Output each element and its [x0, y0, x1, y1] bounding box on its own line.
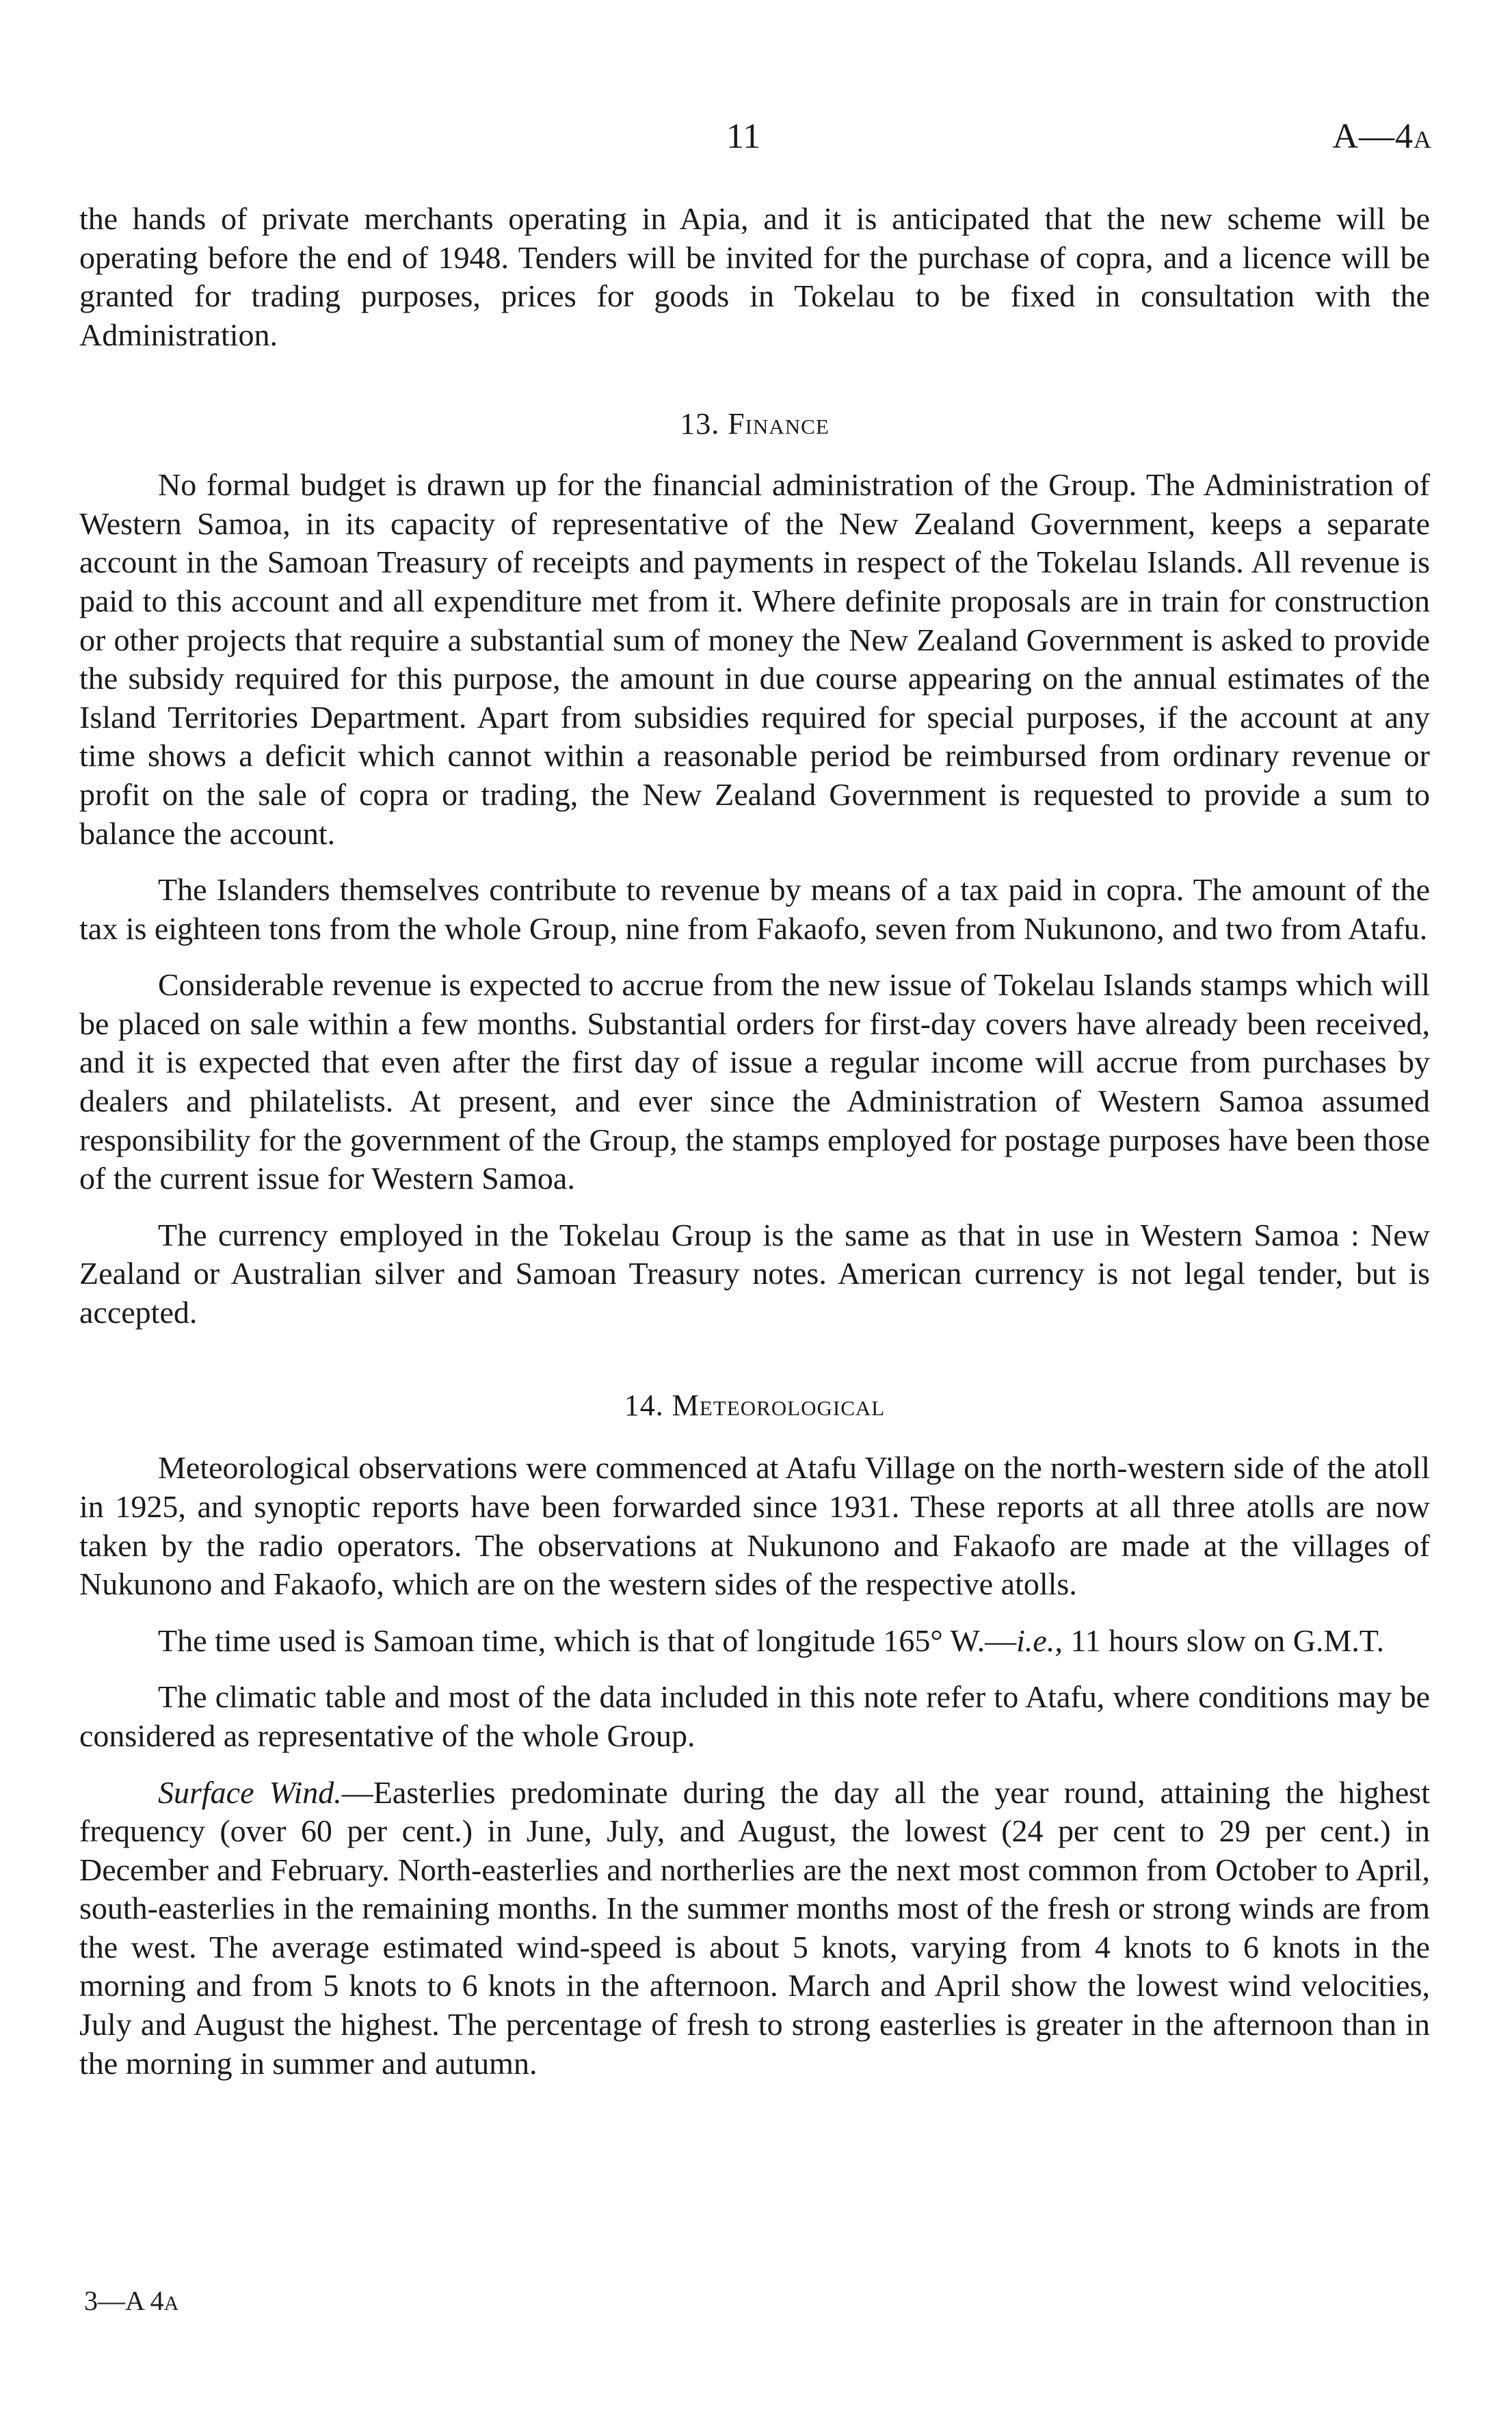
time-abbreviation: i.e., [1016, 1622, 1063, 1658]
body-text [79, 200, 1430, 2083]
section-heading-meteorological [79, 1388, 1430, 1423]
signature-mark [84, 2285, 178, 2317]
running-head [0, 116, 1512, 164]
finance-paragraph: The currency employed in the Tokelau Group is the same as that in use in Western Samoa : New Zealand or Australian silver and Samoan Treasury notes. American currency is not legal tender, but is accepted. [79, 1217, 1430, 1330]
paper-reference-prefix: A—4 [1332, 117, 1414, 156]
section-number: 14. [624, 1389, 664, 1423]
signature-suffix: A [163, 2292, 179, 2315]
meteorological-paragraph: Meteorological observations were commenced at Atafu Village on the north-western side of the atoll in 1925, and synoptic reports have been forwarded since 1931. These reports at all three atolls are now taken by the radio operators. The observations at Nukunono and Fakaofo are made at the villages of Nukunono and Fakaofo, which are on the western sides of the respective atolls. [79, 1450, 1430, 1602]
meteorological-paragraph: The climatic table and most of the data included in this note refer to Atafu, where conditions may be considered as representative of the whole Group. [79, 1679, 1430, 1753]
time-text: The time used is Samoan time, which is that of longitude 165° W.— [158, 1622, 1017, 1658]
time-text-end: 11 hours slow on G.M.T. [1062, 1622, 1385, 1658]
finance-paragraph: Considerable revenue is expected to accrue from the new issue of Tokelau Islands stamps which will be placed on sale within a few months. Substantial orders for first-day covers have already been received, and it is expected that even after the first day of issue a regular income will accrue from purchases by dealers and philatelists. At present, and ever since the Administration of Western Samoa assumed responsibility for the government of the Group, the stamps employed for postage purposes have been those of the current issue for Western Samoa. [79, 967, 1430, 1196]
surface-wind-paragraph [79, 1774, 1430, 2084]
continuation-paragraph: the hands of private merchants operating in Apia, and it is anticipated that the new scheme will be operating before the end of 1948. Tenders will be invited for the purchase of copra, and a licence will be granted for trading purposes, prices for goods in Tokelau to be fixed in consultation with the Administration. [79, 201, 1430, 352]
surface-wind-text: —Easterlies predominate during the day all the year round, attaining the highest frequency (over 60 per cent.) in June, July, and August, the lowest (24 per cent to 29 per cent.) in December and February. North-easterlies and northerlies are the next most common from October to April, south-easterlies in the remaining months. In the summer months most of the fresh or strong winds are from the west. The average estimated wind-speed is about 5 knots, varying from 4 knots to 6 knots in the morning and from 5 knots to 6 knots in the afternoon. March and April show the lowest wind velocities, July and August the highest. The percentage of fresh to strong easterlies is greater in the afternoon than in the morning in summer and autumn. [79, 1774, 1430, 2081]
paper-reference [1332, 116, 1432, 157]
paper-reference-suffix: A [1414, 126, 1432, 153]
section-heading-finance [79, 406, 1430, 441]
finance-paragraph: No formal budget is drawn up for the financial administration of the Group. The Administration of Western Samoa, in its capacity of representative of the New Zealand Government, keeps a separate account in the Samoan Treasury of receipts and payments in respect of the Tokelau Islands. All revenue is paid to this account and all expenditure met from it. Where definite proposals are in train for construction or other projects that require a substantial sum of money the New Zealand Government is asked to provide the subsidy required for this purpose, the amount in due course appearing on the annual estimates of the Island Territories Department. Apart from subsidies required for special purposes, if the account at any time shows a deficit which cannot within a reasonable period be reimbursed from ordinary revenue or profit on the sale of copra or trading, the New Zealand Government is requested to provide a sum to balance the account. [79, 467, 1430, 851]
surface-wind-heading: Surface Wind. [158, 1774, 342, 1810]
section-title: Meteorological [672, 1389, 886, 1423]
page-number: 11 [726, 117, 761, 156]
section-number: 13. [680, 407, 720, 441]
finance-paragraph: The Islanders themselves contribute to revenue by means of a tax paid in copra. The amount of the tax is eighteen tons from the whole Group, nine from Fakaofo, seven from Nukunono, and two from Atafu. [79, 872, 1430, 946]
signature-prefix: 3—A 4 [84, 2285, 164, 2316]
section-title: Finance [728, 407, 830, 441]
time-paragraph [79, 1622, 1430, 1661]
